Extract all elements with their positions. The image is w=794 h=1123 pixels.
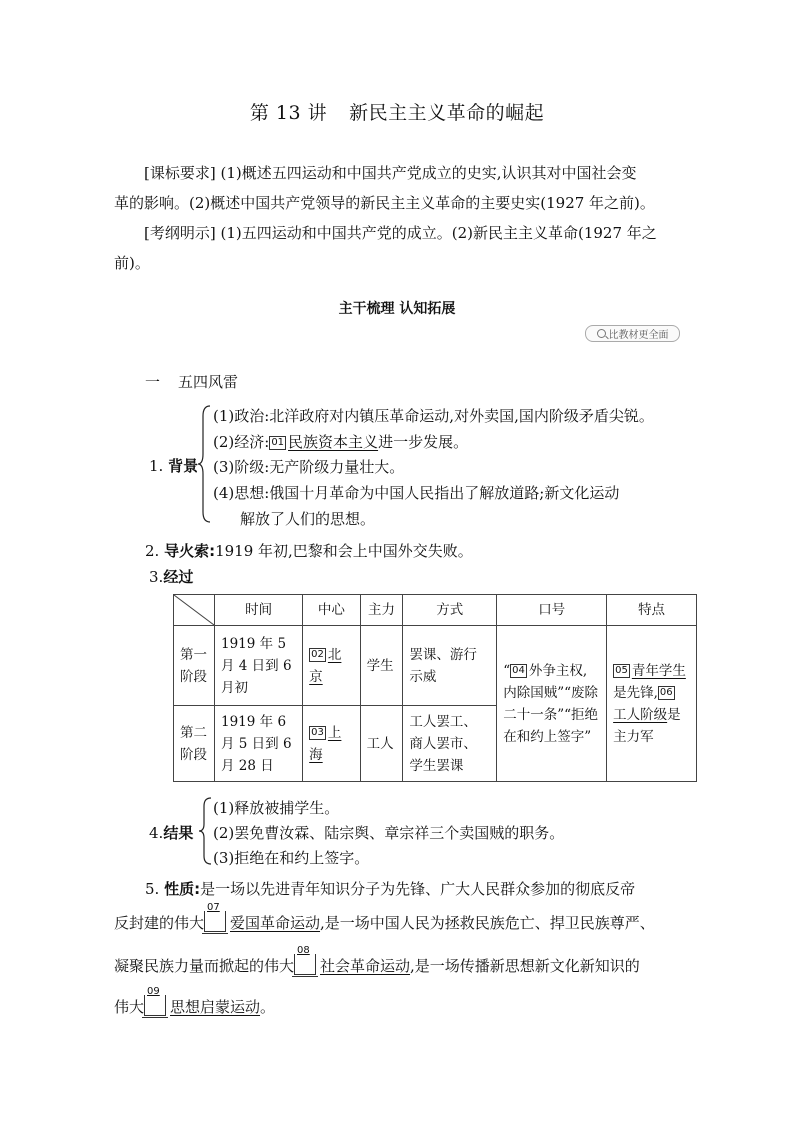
economy-tail: 进一步发展。	[378, 433, 469, 451]
table-row	[174, 626, 697, 706]
background-label-text: 背景	[168, 457, 199, 475]
page-title	[0, 98, 794, 125]
header-time: 时间	[215, 595, 303, 626]
force-cell: 学生	[360, 626, 403, 706]
nature-text-4a: 伟大	[114, 998, 145, 1016]
answer-badge-02: 02	[311, 648, 324, 660]
nature-text-3a: 凝聚民族力量而掀起的伟大	[114, 957, 295, 975]
kebiao-label: [课标要求]	[144, 164, 216, 182]
background-item-thought-cont: 解放了人们的思想。	[240, 510, 376, 528]
lecture-name: 新民主主义革命的崛起	[349, 102, 545, 124]
result-label	[149, 822, 193, 843]
stage-cell: 第一阶段	[174, 626, 215, 706]
nature-label: 性质:	[164, 880, 201, 898]
header-feature: 特点	[607, 595, 697, 626]
result-item: (1)释放被捕学生。	[213, 799, 340, 817]
nature-line-1	[145, 878, 635, 899]
time-cell: 1919 年 6 月 5 日到 6 月 28 日	[215, 706, 303, 782]
part-heading	[145, 371, 238, 392]
method-cell: 罢课、游行示威	[403, 626, 497, 706]
feature-mid: 是先锋,	[613, 684, 658, 701]
header-corner-cell	[174, 595, 215, 626]
stage-cell: 第二阶段	[174, 706, 215, 782]
nature-text-2a: 反封建的伟大	[114, 914, 205, 932]
header-force: 主力	[360, 595, 403, 626]
result-item: (2)罢免曹汝霖、陆宗舆、章宗祥三个卖国贼的职务。	[213, 824, 565, 842]
time-cell: 1919 年 5 月 4 日到 6 月初	[215, 626, 303, 706]
background-number: 1.	[149, 457, 164, 475]
fuse-label: 导火索:	[164, 542, 216, 560]
answer-badge-05: 05	[615, 664, 628, 676]
background-item-economy	[213, 431, 468, 452]
kaogang-text-1: (1)五四运动和中国共产党的成立。(2)新民主主义革命(1927 年之	[220, 224, 657, 242]
nature-number: 5.	[145, 880, 160, 898]
nature-line-4	[114, 986, 276, 1017]
background-item-politics: (1)政治:北洋政府对内镇压革命运动,对外卖国,国内阶级矛盾尖锐。	[213, 407, 654, 425]
diagonal-line	[174, 595, 214, 625]
force-cell: 工人	[360, 706, 403, 782]
background-item-thought: (4)思想:俄国十月革命为中国人民指出了解放道路;新文化运动	[213, 484, 620, 502]
kaogang-text-2: 前)。	[114, 254, 150, 272]
nature-term-08: 社会革命运动	[320, 957, 411, 975]
answer-frame-09	[144, 986, 166, 1016]
answer-badge-04: 04	[512, 664, 525, 676]
more-complete-tag	[585, 325, 680, 342]
fuse-number: 2.	[145, 542, 160, 560]
process-number: 3.	[149, 568, 164, 586]
nature-text-1: 是一场以先进青年知识分子为先锋、广大人民群众参加的彻底反帝	[200, 880, 636, 898]
answer-number-09: 09	[147, 986, 160, 997]
nature-term-07: 爱国革命运动	[230, 914, 321, 932]
lecture-number: 第 13 讲	[249, 102, 328, 124]
slogan-cell: “ 04 外争主权,内除国贼”“废除二十一条”“拒绝在和约上签字”	[497, 626, 607, 782]
result-brace	[199, 796, 213, 866]
answer-number-07: 07	[207, 902, 220, 913]
answer-badge-03: 03	[311, 726, 324, 738]
part-number: 一	[145, 373, 161, 391]
result-number: 4.	[149, 824, 164, 842]
method-cell: 工人罢工、商人罢市、学生罢课	[403, 706, 497, 782]
answer-badge-06: 06	[659, 686, 673, 698]
requirements-block	[114, 158, 689, 278]
result-item: (3)拒绝在和约上签字。	[213, 849, 370, 867]
background-item-class: (3)阶级:无产阶级力量壮大。	[213, 458, 405, 476]
header-slogan: 口号	[497, 595, 607, 626]
center-term: 北京	[309, 646, 342, 685]
section-heading: 主干梳理 认知拓展	[338, 301, 456, 317]
kebiao-text-1: (1)概述五四运动和中国共产党成立的史实,认识其对中国社会变	[220, 164, 637, 182]
header-method: 方式	[403, 595, 497, 626]
result-label-text: 结果	[163, 824, 194, 842]
center-term: 上海	[309, 724, 342, 763]
answer-number-08: 08	[297, 945, 310, 956]
economy-lead: (2)经济:	[213, 433, 270, 451]
nature-term-09: 思想启蒙运动	[170, 998, 261, 1016]
nature-text-3b: ,是一场传播新思想新文化新知识的	[410, 957, 640, 975]
center-cell	[303, 626, 360, 706]
search-icon	[597, 329, 606, 338]
background-label	[149, 455, 198, 476]
feature-tail: 是主力军	[613, 706, 681, 745]
process-label: 经过	[163, 568, 194, 586]
process-heading	[149, 566, 193, 587]
feature-term-2: 工人阶级	[613, 706, 668, 723]
fuse-line	[145, 540, 473, 561]
feature-cell	[607, 626, 697, 782]
process-table	[173, 594, 697, 782]
background-brace	[198, 404, 212, 524]
header-center: 中心	[303, 595, 360, 626]
fuse-text: 1919 年初,巴黎和会上中国外交失败。	[215, 542, 473, 560]
nature-text-4b: 。	[260, 998, 276, 1016]
part-title: 五四风雷	[178, 373, 239, 391]
economy-term: 民族资本主义	[288, 433, 379, 451]
more-complete-label: 比教材更全面	[608, 330, 669, 341]
nature-line-3	[114, 945, 640, 976]
center-cell	[303, 706, 360, 782]
nature-line-2	[114, 902, 655, 933]
table-header-row	[174, 595, 697, 626]
kaogang-label: [考纲明示]	[144, 224, 216, 242]
answer-frame-08	[294, 945, 316, 975]
slogan-text: 外争主权,内除国贼”“废除二十一条”“拒绝在和约上签字”	[503, 662, 599, 745]
feature-term-1: 青年学生	[631, 662, 686, 679]
kebiao-text-2: 革的影响。(2)概述中国共产党领导的新民主主义革命的主要史实(1927 年之前)。	[114, 194, 655, 212]
nature-text-2b: ,是一场中国人民为拯救民族危亡、捍卫民族尊严、	[320, 914, 655, 932]
answer-frame-07	[204, 902, 226, 932]
answer-badge-01: 01	[271, 437, 285, 448]
